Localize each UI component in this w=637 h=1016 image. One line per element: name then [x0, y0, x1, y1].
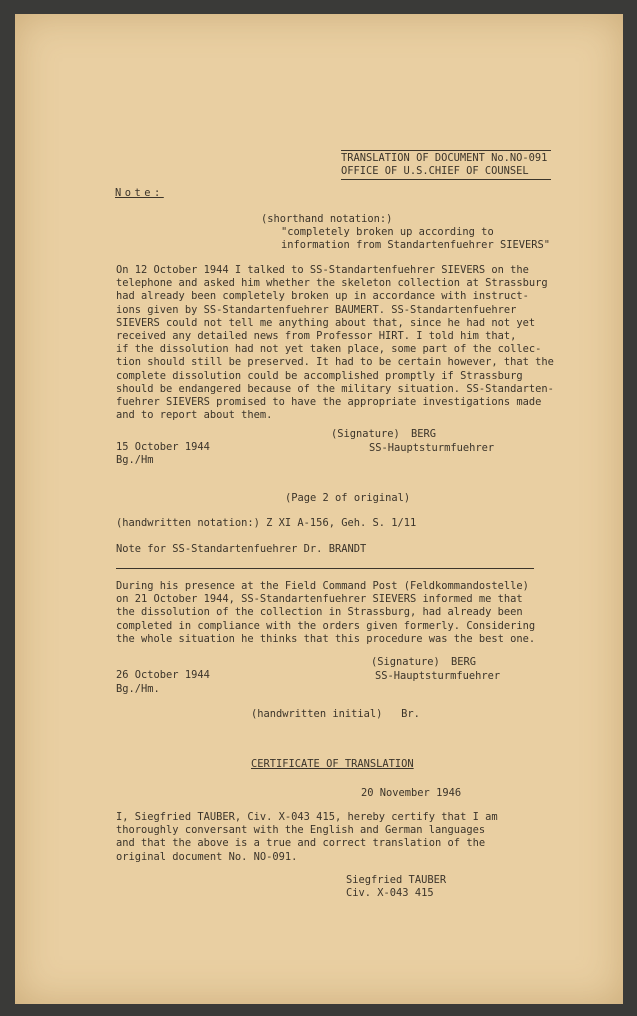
paragraph-line: SIEVERS could not tell me anything about that, since he had not yet	[116, 316, 536, 329]
shorthand-line-2: "completely broken up according to	[281, 226, 494, 238]
certificate-signer-id: Civ. X-043 415	[346, 887, 434, 899]
paragraph-line: tion should still be preserved. It had to be certain however, that the	[116, 356, 554, 369]
certificate-line: thoroughly conversant with the English and German languages	[116, 824, 486, 837]
paragraph-line: and to report about them.	[116, 409, 273, 422]
paragraph-line: if the dissolution had not yet taken place, some part of the collec-	[116, 343, 542, 356]
header-rule-top	[341, 150, 551, 151]
certificate-line: and that the above is a true and correct translation of the	[116, 837, 486, 850]
signer-initials-2: Bg./Hm.	[116, 683, 160, 695]
paragraph-line: completed in compliance with the orders given formerly. Considering	[116, 619, 536, 632]
certificate-date: 20 November 1946	[361, 787, 462, 799]
shorthand-label: (shorthand notation:)	[261, 213, 393, 225]
paragraph-line: complete dissolution could be accomplished promptly if Strassburg	[116, 369, 523, 382]
certificate-signer-name: Siegfried TAUBER	[346, 874, 447, 886]
paragraph-line: on 21 October 1944, SS-Standartenfuehrer SIEVERS informed me that	[116, 593, 523, 606]
document-page	[15, 14, 623, 1004]
signature-label-1: (Signature)	[331, 428, 400, 440]
note-for-line: Note for SS-Standartenfuehrer Dr. BRANDT	[116, 543, 367, 555]
signer-rank-2: SS-Hauptsturmfuehrer	[375, 670, 501, 682]
signer-initials-1: Bg./Hm	[116, 454, 154, 466]
header-rule-bottom	[341, 179, 551, 180]
paragraph-line: ions given by SS-Standartenfuehrer BAUMERT. SS-Standartenfuehrer	[116, 303, 517, 316]
signer-name-2: BERG	[451, 656, 477, 668]
handwritten-initial: (handwritten initial) Br.	[251, 708, 420, 720]
note-label: Note:	[115, 187, 164, 199]
paragraph-line: telephone and asked him whether the skeleton collection at Strassburg	[116, 277, 548, 290]
certificate-line: original document No. NO-091.	[116, 850, 298, 863]
signer-rank-1: SS-Hauptsturmfuehrer	[369, 442, 495, 454]
shorthand-line-3: information from Standartenfuehrer SIEVERS"	[281, 239, 550, 251]
paragraph-line: fuehrer SIEVERS promised to have the appropriate investigations made	[116, 396, 542, 408]
paragraph-line: the dissolution of the collection in Strassburg, had already been	[116, 606, 523, 619]
paragraph-line: On 12 October 1944 I talked to SS-Standartenfuehrer SIEVERS on the	[116, 264, 529, 276]
header-line-1: TRANSLATION OF DOCUMENT No.NO-091	[341, 152, 548, 164]
paragraph-line: the whole situation he thinks that this procedure was the best one.	[116, 632, 536, 645]
signer-name-1: BERG	[411, 428, 437, 440]
signer-date-2: 26 October 1944	[116, 669, 210, 681]
paragraph-line: had already been completely broken up in accordance with instruct-	[116, 290, 529, 303]
certificate-title: CERTIFICATE OF TRANSLATION	[251, 758, 414, 770]
signer-date-1: 15 October 1944	[116, 441, 210, 453]
certificate-line: I, Siegfried TAUBER, Civ. X-043 415, hereby certify that I am	[116, 811, 498, 823]
header-line-2: OFFICE OF U.S.CHIEF OF COUNSEL	[341, 165, 529, 177]
section-divider	[116, 568, 534, 569]
paragraph-line: should be endangered because of the military situation. SS-Standarten-	[116, 382, 554, 395]
handwritten-notation: (handwritten notation:) Z XI A-156, Geh. S. 1/11	[116, 517, 417, 529]
signature-label-2: (Signature)	[371, 656, 440, 668]
paragraph-line: received any detailed news from Professor HIRT. I told him that,	[116, 330, 517, 342]
page-marker: (Page 2 of original)	[285, 492, 411, 504]
paragraph-line: During his presence at the Field Command Post (Feldkommandostelle)	[116, 580, 529, 592]
